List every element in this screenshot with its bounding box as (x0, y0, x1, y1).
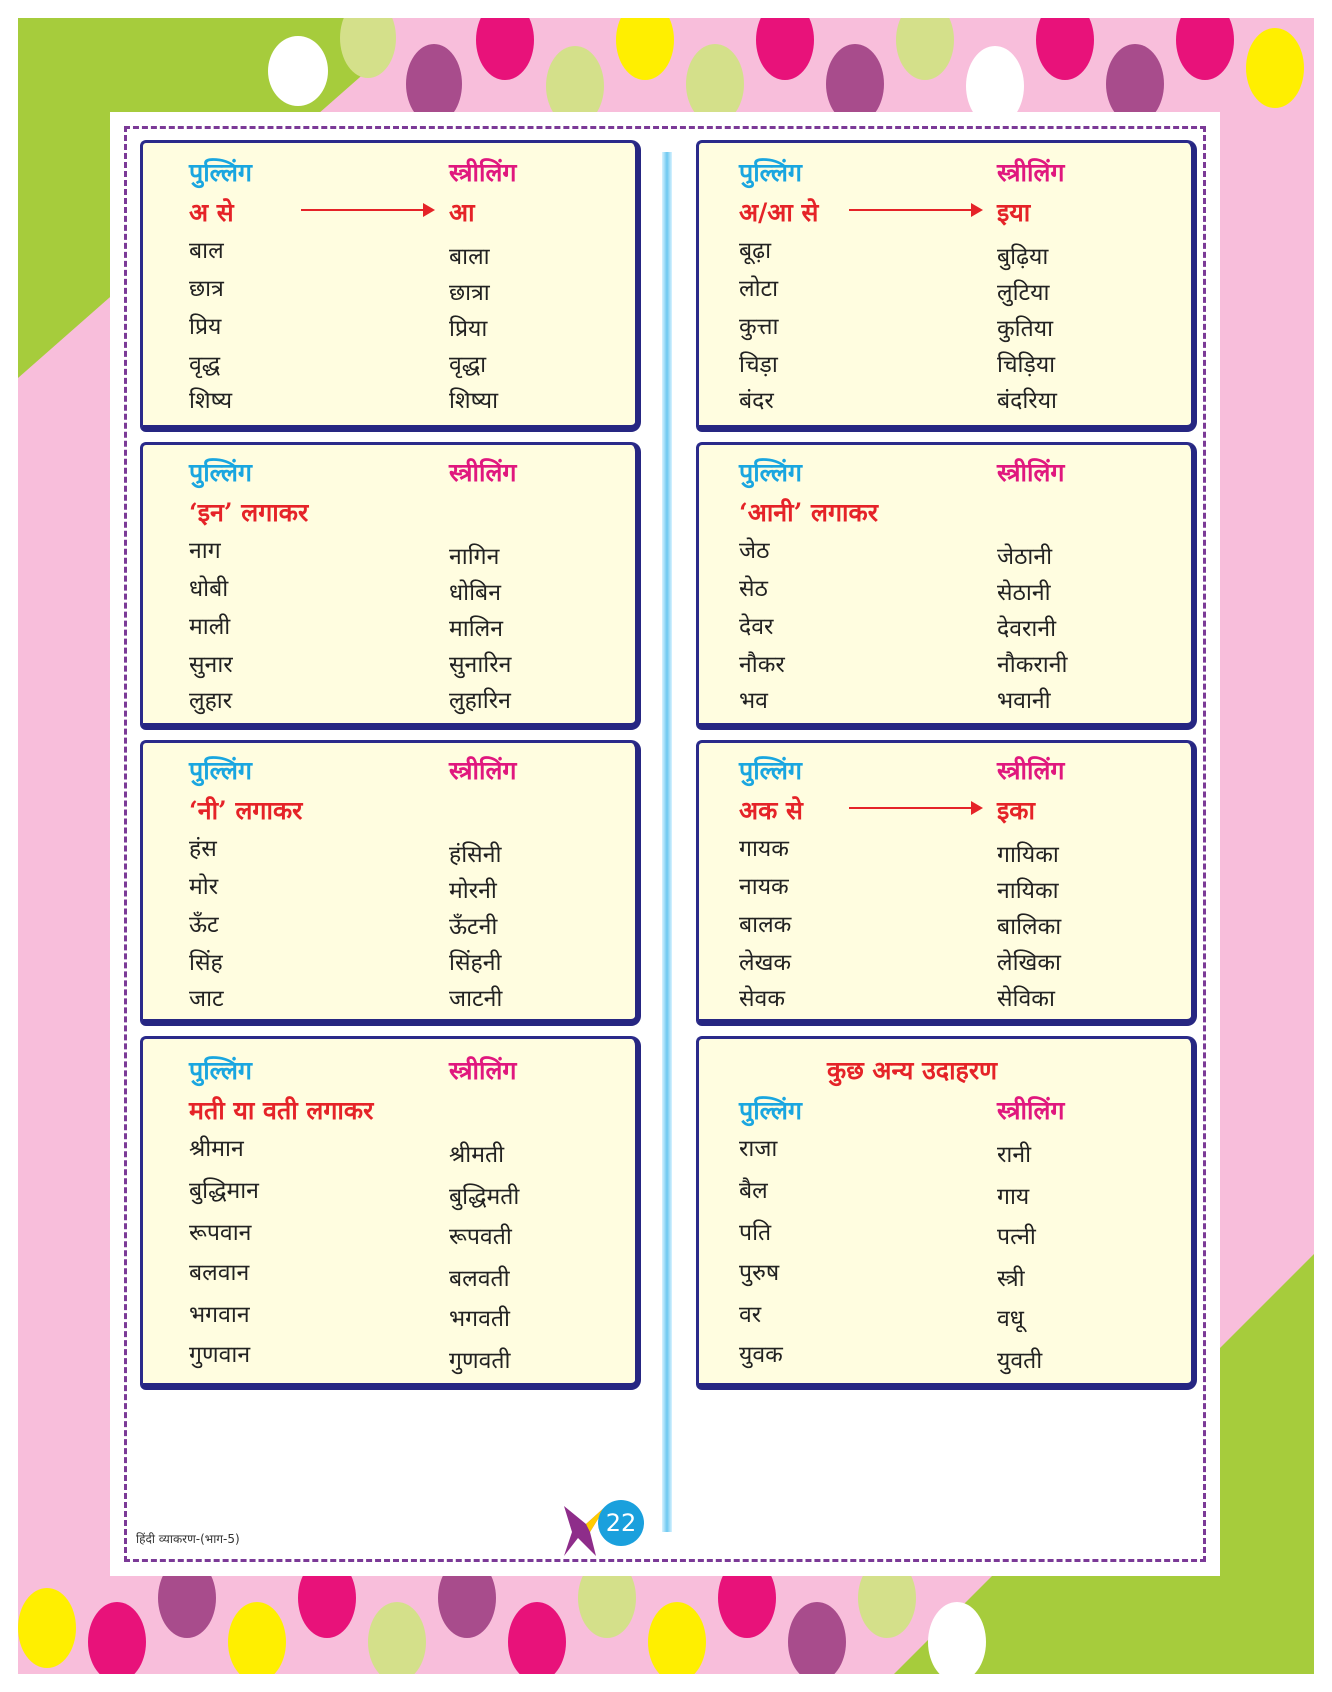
feminine-word: रूपवती (449, 1224, 512, 1250)
polka-dot (1246, 28, 1304, 108)
masculine-word: सेवक (739, 986, 785, 1012)
polka-dot (788, 1602, 846, 1674)
feminine-word: श्रीमती (449, 1142, 505, 1168)
feminine-word: लुहारिन (449, 688, 511, 714)
masculine-word: राजा (739, 1136, 778, 1162)
feminine-word: गाय (997, 1184, 1030, 1210)
feminine-word: कुतिया (997, 316, 1054, 342)
feminine-word: वधू (997, 1306, 1024, 1332)
page-number: 22 (598, 1500, 644, 1546)
feminine-word: सेविका (997, 986, 1055, 1012)
feminine-word: भवानी (997, 688, 1051, 714)
header-masculine: पुल्लिंग (739, 458, 802, 487)
masculine-word: बाल (189, 238, 224, 264)
card-ak-to-ika (696, 740, 1197, 1026)
masculine-word: हंस (189, 836, 217, 862)
header-feminine: स्त्रीलिंग (997, 756, 1065, 785)
feminine-word: बुढ़िया (997, 244, 1049, 270)
card-in-suffix (140, 442, 641, 730)
card-a-aa-to-iya (696, 140, 1197, 432)
feminine-word: प्रिया (449, 316, 488, 342)
rule-target: इया (997, 198, 1031, 227)
center-divider (662, 152, 672, 1532)
masculine-word: गुणवान (189, 1342, 251, 1368)
feminine-word: युवती (997, 1348, 1043, 1374)
polka-dot (88, 1602, 146, 1674)
masculine-word: लेखक (739, 950, 792, 976)
masculine-word: बलवान (189, 1260, 250, 1286)
masculine-word: माली (189, 614, 231, 640)
polka-dot (756, 18, 814, 80)
masculine-word: सिंह (189, 950, 223, 976)
header-masculine: पुल्लिंग (189, 756, 252, 785)
polka-dot (476, 18, 534, 80)
card-a-to-aa (140, 140, 641, 432)
rule-label: अ से (189, 198, 234, 227)
feminine-word: लुटिया (997, 280, 1050, 306)
rule-label: मती या वती लगाकर (189, 1096, 374, 1125)
card-mati-vati-suffix (140, 1036, 641, 1390)
arrow-icon (849, 807, 981, 809)
masculine-word: छात्र (189, 276, 224, 302)
masculine-word: गायक (739, 836, 789, 862)
feminine-word: मोरनी (449, 878, 497, 904)
masculine-word: पति (739, 1220, 772, 1246)
polka-dot (228, 1602, 286, 1674)
feminine-word: छात्रा (449, 280, 490, 306)
header-feminine: स्त्रीलिंग (449, 756, 517, 785)
feminine-word: हंसिनी (449, 842, 502, 868)
masculine-word: बालक (739, 912, 792, 938)
feminine-word: नौकरानी (997, 652, 1068, 678)
feminine-word: शिष्या (449, 388, 499, 414)
polka-dot (508, 1602, 566, 1674)
card-title: कुछ अन्य उदाहरण (827, 1056, 998, 1085)
feminine-word: बाला (449, 244, 490, 270)
polka-dot (928, 1602, 986, 1674)
masculine-word: भगवान (189, 1302, 250, 1328)
header-masculine: पुल्लिंग (739, 158, 802, 187)
worksheet (110, 112, 1220, 1576)
masculine-word: भव (739, 688, 768, 714)
feminine-word: भगवती (449, 1306, 510, 1332)
feminine-word: बालिका (997, 914, 1062, 940)
polka-dot (896, 18, 954, 80)
rule-label: ‘नी’ लगाकर (189, 796, 303, 825)
feminine-word: सेठानी (997, 580, 1051, 606)
feminine-word: पत्नी (997, 1224, 1036, 1250)
feminine-word: ऊँटनी (449, 914, 498, 940)
header-feminine: स्त्रीलिंग (449, 158, 517, 187)
masculine-word: जाट (189, 986, 224, 1012)
masculine-word: धोबी (189, 576, 229, 602)
masculine-word: सेठ (739, 576, 768, 602)
masculine-word: नाग (189, 538, 221, 564)
card-ni-suffix (140, 740, 641, 1026)
masculine-word: बंदर (739, 388, 774, 414)
rule-label: ‘आनी’ लगाकर (739, 498, 878, 527)
masculine-word: नायक (739, 874, 789, 900)
rule-label: अ/आ से (739, 198, 819, 227)
masculine-word: बूढ़ा (739, 238, 772, 264)
feminine-word: गुणवती (449, 1348, 511, 1374)
feminine-word: स्त्री (997, 1266, 1025, 1292)
feminine-word: नायिका (997, 878, 1059, 904)
polka-dot (368, 1602, 426, 1674)
feminine-word: सिंहनी (449, 950, 502, 976)
feminine-word: बलवती (449, 1266, 510, 1292)
masculine-word: बैल (739, 1178, 768, 1204)
footer-book-title: हिंदी व्याकरण-(भाग-5) (136, 1532, 240, 1546)
masculine-word: शिष्य (189, 388, 233, 414)
rule-target: आ (449, 198, 475, 227)
card-aani-suffix (696, 442, 1197, 730)
masculine-word: वृद्ध (189, 352, 221, 378)
masculine-word: श्रीमान (189, 1136, 244, 1162)
masculine-word: प्रिय (189, 314, 222, 340)
feminine-word: जेठानी (997, 544, 1053, 570)
masculine-word: ऊँट (189, 912, 219, 938)
masculine-word: युवक (739, 1342, 783, 1368)
polka-dot (268, 36, 328, 106)
masculine-word: सुनार (189, 652, 233, 678)
header-masculine: पुल्लिंग (739, 1096, 802, 1125)
feminine-word: लेखिका (997, 950, 1061, 976)
polka-dot (18, 1588, 76, 1668)
polka-dot (648, 1602, 706, 1674)
feminine-word: मालिन (449, 616, 504, 642)
header-masculine: पुल्लिंग (189, 458, 252, 487)
feminine-word: गायिका (997, 842, 1059, 868)
header-masculine: पुल्लिंग (189, 158, 252, 187)
masculine-word: देवर (739, 614, 774, 640)
masculine-word: मोर (189, 874, 219, 900)
rule-label: अक से (739, 796, 803, 825)
header-masculine: पुल्लिंग (739, 756, 802, 785)
card-other-examples (696, 1036, 1197, 1390)
feminine-word: जाटनी (449, 986, 503, 1012)
feminine-word: देवरानी (997, 616, 1057, 642)
masculine-word: जेठ (739, 538, 770, 564)
masculine-word: नौकर (739, 652, 785, 678)
polka-dot (1176, 18, 1234, 80)
masculine-word: कुत्ता (739, 314, 779, 340)
feminine-word: नागिन (449, 544, 500, 570)
rule-label: ‘इन’ लगाकर (189, 498, 309, 527)
feminine-word: रानी (997, 1142, 1032, 1168)
arrow-icon (301, 209, 433, 211)
masculine-word: बुद्धिमान (189, 1178, 259, 1204)
feminine-word: चिड़िया (997, 352, 1056, 378)
header-feminine: स्त्रीलिंग (997, 158, 1065, 187)
masculine-word: चिड़ा (739, 352, 778, 378)
arrow-icon (849, 209, 981, 211)
header-feminine: स्त्रीलिंग (449, 1056, 517, 1085)
header-feminine: स्त्रीलिंग (997, 458, 1065, 487)
feminine-word: धोबिन (449, 580, 501, 606)
feminine-word: बुद्धिमती (449, 1184, 520, 1210)
feminine-word: सुनारिन (449, 652, 512, 678)
feminine-word: बंदरिया (997, 388, 1058, 414)
masculine-word: रूपवान (189, 1220, 252, 1246)
polka-dot (616, 18, 674, 80)
header-feminine: स्त्रीलिंग (997, 1096, 1065, 1125)
feminine-word: वृद्धा (449, 352, 487, 378)
masculine-word: पुरुष (739, 1260, 780, 1286)
header-feminine: स्त्रीलिंग (449, 458, 517, 487)
masculine-word: लोटा (739, 276, 779, 302)
masculine-word: लुहार (189, 688, 233, 714)
polka-dot (1036, 18, 1094, 80)
header-masculine: पुल्लिंग (189, 1056, 252, 1085)
masculine-word: वर (739, 1302, 762, 1328)
rule-target: इका (997, 796, 1035, 825)
